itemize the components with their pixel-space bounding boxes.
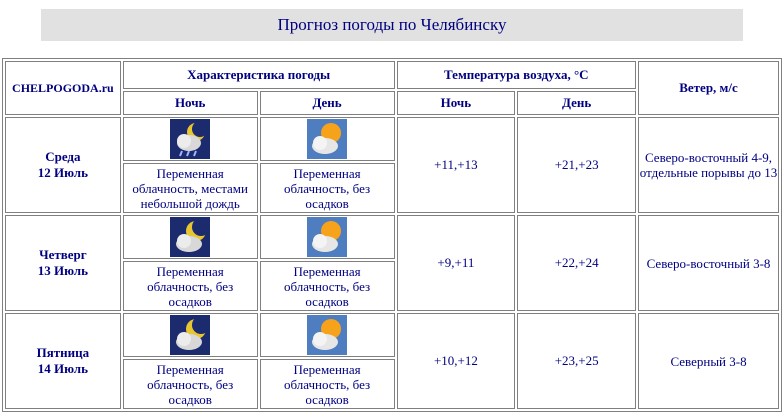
wind-header: Ветер, м/с bbox=[638, 61, 779, 115]
wind-cell: Северный 3-8 bbox=[638, 313, 779, 409]
weekday-label: Четверг bbox=[39, 247, 87, 262]
day-cell bbox=[5, 313, 121, 409]
temp-group-header: Температура воздуха, °C bbox=[397, 61, 637, 89]
day-cell bbox=[5, 215, 121, 311]
temp-night-header: Ночь bbox=[397, 91, 516, 115]
date-label: 12 Июль bbox=[37, 165, 88, 180]
day-desc-cell: Переменная облачность, без осадков bbox=[260, 163, 395, 213]
moon-cloud-icon bbox=[170, 315, 210, 355]
night-desc-cell: Переменная облачность, без осадков bbox=[123, 359, 258, 409]
temp-day-cell: +21,+23 bbox=[517, 117, 636, 213]
date-label: 13 Июль bbox=[37, 263, 88, 278]
night-desc-cell: Переменная облачность, без осадков bbox=[123, 261, 258, 311]
brand-header: CHELPOGODA.ru bbox=[5, 61, 121, 115]
night-icon-cell bbox=[123, 117, 258, 161]
moon-cloud-icon bbox=[170, 217, 210, 257]
sun-cloud-icon bbox=[307, 119, 347, 159]
weather-night-header: Ночь bbox=[123, 91, 258, 115]
temp-night-cell: +11,+13 bbox=[397, 117, 516, 213]
date-label: 14 Июль bbox=[37, 361, 88, 376]
weekday-label: Среда bbox=[45, 149, 81, 164]
day-cell bbox=[5, 117, 121, 213]
temp-night-cell: +10,+12 bbox=[397, 313, 516, 409]
temp-day-header: День bbox=[517, 91, 636, 115]
day-desc-cell: Переменная облачность, без осадков bbox=[260, 359, 395, 409]
weekday-label: Пятница bbox=[36, 345, 90, 360]
temp-day-cell: +23,+25 bbox=[517, 313, 636, 409]
table-row bbox=[5, 117, 779, 161]
weather-group-header: Характеристика погоды bbox=[123, 61, 395, 89]
temp-day-cell: +22,+24 bbox=[517, 215, 636, 311]
night-icon-cell bbox=[123, 313, 258, 357]
night-desc-cell: Переменная облачность, местами небольшой дождь bbox=[123, 163, 258, 213]
table-row bbox=[5, 215, 779, 259]
wind-cell: Северо-восточный 4-9, отдельные порывы до 13 bbox=[638, 117, 779, 213]
night-icon-cell bbox=[123, 215, 258, 259]
sun-cloud-icon bbox=[307, 217, 347, 257]
table-row bbox=[5, 313, 779, 357]
page-title: Прогноз погоды по Челябинску bbox=[41, 9, 743, 41]
moon-cloud-rain-icon bbox=[170, 119, 210, 159]
forecast-table bbox=[2, 58, 782, 412]
temp-night-cell: +9,+11 bbox=[397, 215, 516, 311]
wind-cell: Северо-восточный 3-8 bbox=[638, 215, 779, 311]
day-icon-cell bbox=[260, 313, 395, 357]
day-desc-cell: Переменная облачность, без осадков bbox=[260, 261, 395, 311]
weather-day-header: День bbox=[260, 91, 395, 115]
sun-cloud-icon bbox=[307, 315, 347, 355]
day-icon-cell bbox=[260, 117, 395, 161]
day-icon-cell bbox=[260, 215, 395, 259]
